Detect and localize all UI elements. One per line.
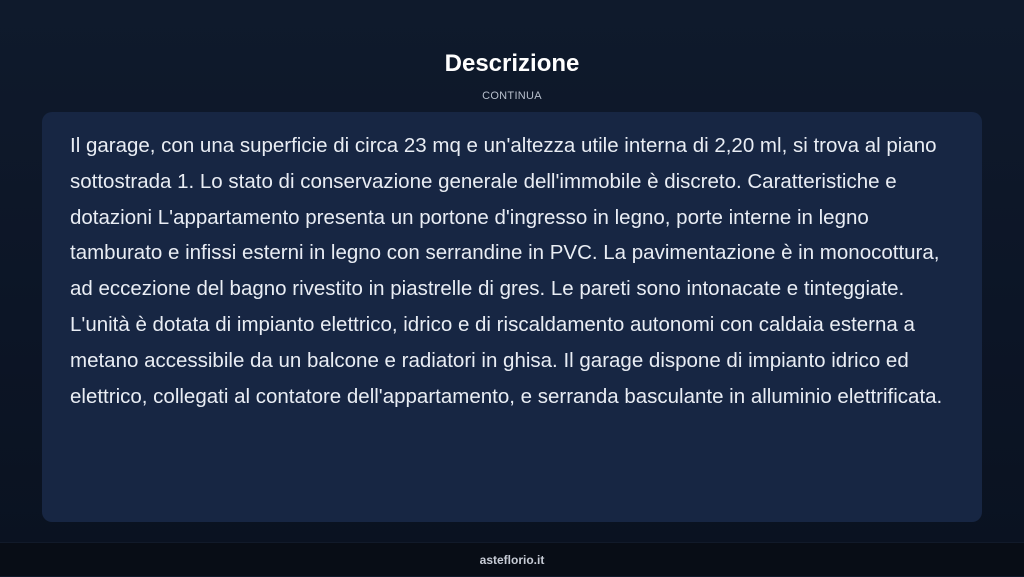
- description-text: Il garage, con una superficie di circa 23 mq e un'altezza utile interna di 2,20 ml, si trova al piano sottostrada 1. Lo stato di conservazione generale dell'immobile è discreto. Caratteristiche e dotazioni L'appartamento presenta un portone d'ingresso in legno, porte interne in legno tamburato e infissi esterni in legno con serrandine in PVC. La pavimentazione è in monocottura, ad eccezione del bagno rivestito in piastrelle di gres. Le pareti sono intonacate e tinteggiate. L'unità è dotata di impianto elettrico, idrico e di riscaldamento autonomi con caldaia esterna a metano accessibile da un balcone e radiatori in ghisa. Il garage dispone di impianto idrico ed elettrico, collegati al contatore dell'appartamento, e serranda basculante in alluminio elettrificata.: [70, 134, 943, 408]
- continue-label: CONTINUA: [482, 90, 542, 102]
- footer-brand: asteflorio.it: [479, 553, 545, 567]
- description-card: [42, 112, 982, 522]
- page-title: Descrizione: [444, 50, 580, 77]
- footer-bar: [0, 542, 1024, 576]
